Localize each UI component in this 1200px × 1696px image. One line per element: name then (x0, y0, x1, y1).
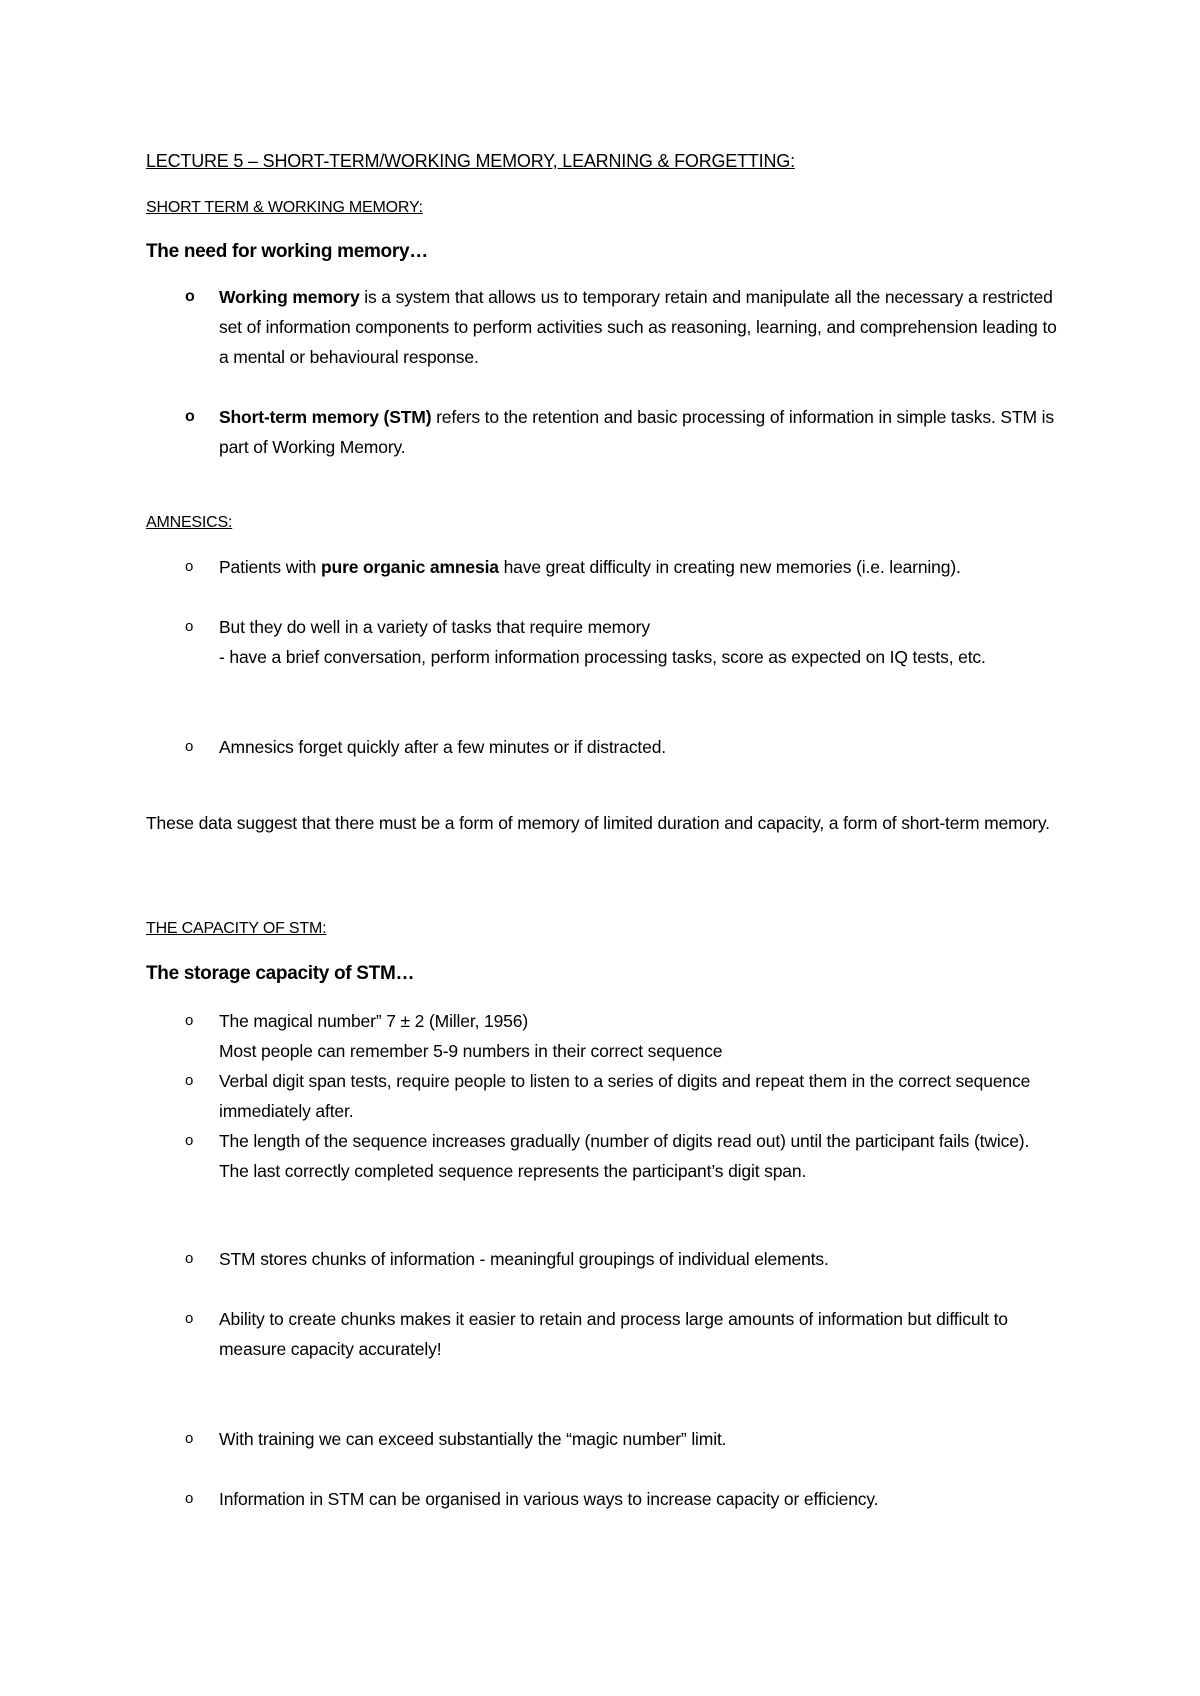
bullet-text (219, 552, 1059, 582)
bullet-text (219, 612, 1059, 672)
bullet-text (219, 282, 1059, 372)
section-heading-amnesics: AMNESICS: (146, 514, 233, 531)
bold-term: Working memory (219, 287, 360, 307)
bullet-text: Verbal digit span tests, require people to listen to a series of digits and repeat them in the correct sequence immediately after. (219, 1071, 1031, 1121)
bullet-marker: o (185, 1490, 194, 1507)
bullet-line: But they do well in a variety of tasks that require memory (219, 617, 650, 637)
bullet-marker: o (185, 1310, 194, 1327)
bullet-text: The length of the sequence increases gradually (number of digits read out) until the participant fails (twice). The last correctly completed sequence represents the participant’s digit span. (219, 1131, 1030, 1181)
bullet-text: With training we can exceed substantially the “magic number” limit. (219, 1429, 727, 1449)
bullet-marker: o (185, 1012, 194, 1029)
bullet-marker: o (185, 1132, 194, 1149)
bullet-text (219, 402, 1059, 462)
bullet-marker: o (185, 408, 195, 425)
bullet-line: - have a brief conversation, perform information processing tasks, score as expected on IQ tests, etc. (219, 647, 986, 667)
bullet-text: Information in STM can be organised in various ways to increase capacity or efficiency. (219, 1489, 879, 1509)
bullet-line: The magical number” 7 ± 2 (Miller, 1956) (219, 1011, 529, 1031)
bullet-text: Ability to create chunks makes it easier to retain and process large amounts of information but difficult to measure capacity accurately! (219, 1309, 1008, 1359)
bullet-line: Most people can remember 5-9 numbers in their correct sequence (219, 1041, 723, 1061)
document-title: LECTURE 5 – SHORT-TERM/WORKING MEMORY, LEARNING & FORGETTING: (146, 151, 795, 171)
bullet-text: STM stores chunks of information - meaningful groupings of individual elements. (219, 1249, 829, 1269)
bullet-marker: o (185, 1250, 194, 1267)
bullet-text: Amnesics forget quickly after a few minutes or if distracted. (219, 737, 667, 757)
section-heading-capacity-of-stm: THE CAPACITY OF STM: (146, 920, 327, 937)
subheading-need-for-working-memory: The need for working memory… (146, 241, 428, 262)
bullet-marker: o (185, 738, 194, 755)
subheading-storage-capacity: The storage capacity of STM… (146, 963, 415, 984)
bullet-marker: o (185, 1072, 194, 1089)
paragraph-conclusion: These data suggest that there must be a form of memory of limited duration and capacity, a form of short-term memory. (146, 813, 1050, 833)
bullet-marker: o (185, 618, 194, 635)
section-heading-short-term-working-memory: SHORT TERM & WORKING MEMORY: (146, 199, 423, 216)
bullet-body: is a system that allows us to temporary retain and manipulate all the necessary a restricted set of information components to perform activities such as reasoning, learning, and comprehension leading to a mental or behavioural response. (219, 287, 1057, 367)
bullet-pre: Patients with (219, 557, 321, 577)
bullet-marker: o (185, 288, 195, 305)
bullet-marker: o (185, 558, 194, 575)
bold-term: pure organic amnesia (320, 557, 499, 577)
bullet-body: have great difficulty in creating new memories (i.e. learning). (498, 557, 961, 577)
bullet-body: refers to the retention and basic processing of information in simple tasks. STM is part of Working Memory. (219, 407, 1054, 457)
bullet-marker: o (185, 1430, 194, 1447)
bold-term: Short-term memory (STM) (219, 407, 432, 427)
bullet-text (219, 1006, 1059, 1066)
